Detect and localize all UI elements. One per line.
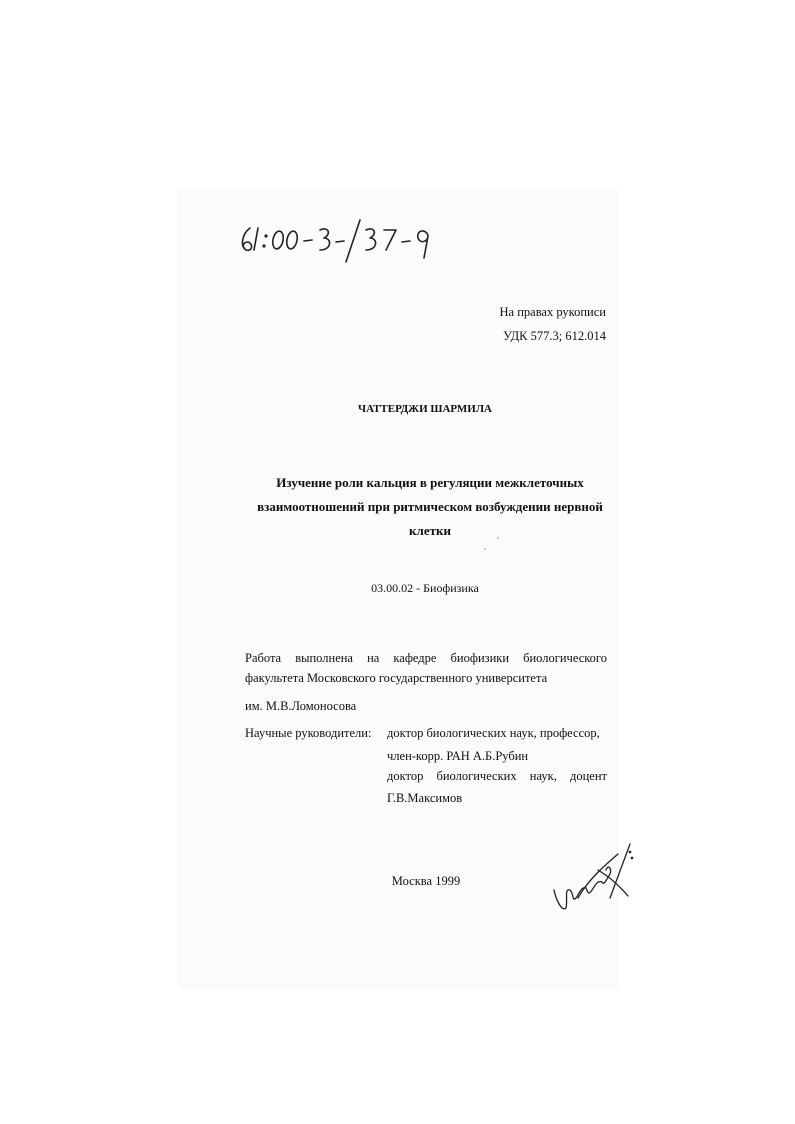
handwritten-signature [548,840,638,920]
paper-speck [484,548,486,550]
paper-speck [497,537,499,539]
work-place-paragraph [245,648,607,688]
title-line: Изучение роли кальция в регуляции межклеточных [276,475,584,490]
udc-code: УДК 577.3; 612.014 [503,329,606,343]
word: доцент [569,769,607,783]
word: биофизики [450,651,510,665]
word: Работа [245,651,282,665]
manuscript-rights-label: На правах рукописи [499,305,606,319]
word: выполнена [295,651,353,665]
author-name: ЧАТТЕРДЖИ ШАРМИЛА [358,403,492,415]
word: биологического [523,651,607,665]
advisor-1-title: доктор биологических наук, профессор, [387,726,600,740]
word: на [367,651,380,665]
advisor-2-name: Г.В.Максимов [387,791,463,805]
handwritten-catalog-number [236,214,456,264]
city-year: Москва 1999 [391,874,461,888]
title-line: клетки [409,523,451,538]
word: биологических [436,769,517,783]
word: доктор [387,769,424,783]
university-name: им. М.В.Ломоносова [245,699,357,713]
work-place-line [245,648,607,668]
advisor-1-name: член-корр. РАН А.Б.Рубин [387,749,529,763]
specialty-code: 03.00.02 - Биофизика [371,581,479,595]
advisors-label: Научные руководители: [245,726,372,740]
work-place-line: факультета Московского государственного университета [245,671,548,685]
word: кафедре [393,651,437,665]
word: наук, [529,769,557,783]
advisor-2-title [387,769,607,784]
title-line: взаимоотношений при ритмическом возбуждении нервной [257,499,603,514]
dissertation-title [245,471,615,543]
